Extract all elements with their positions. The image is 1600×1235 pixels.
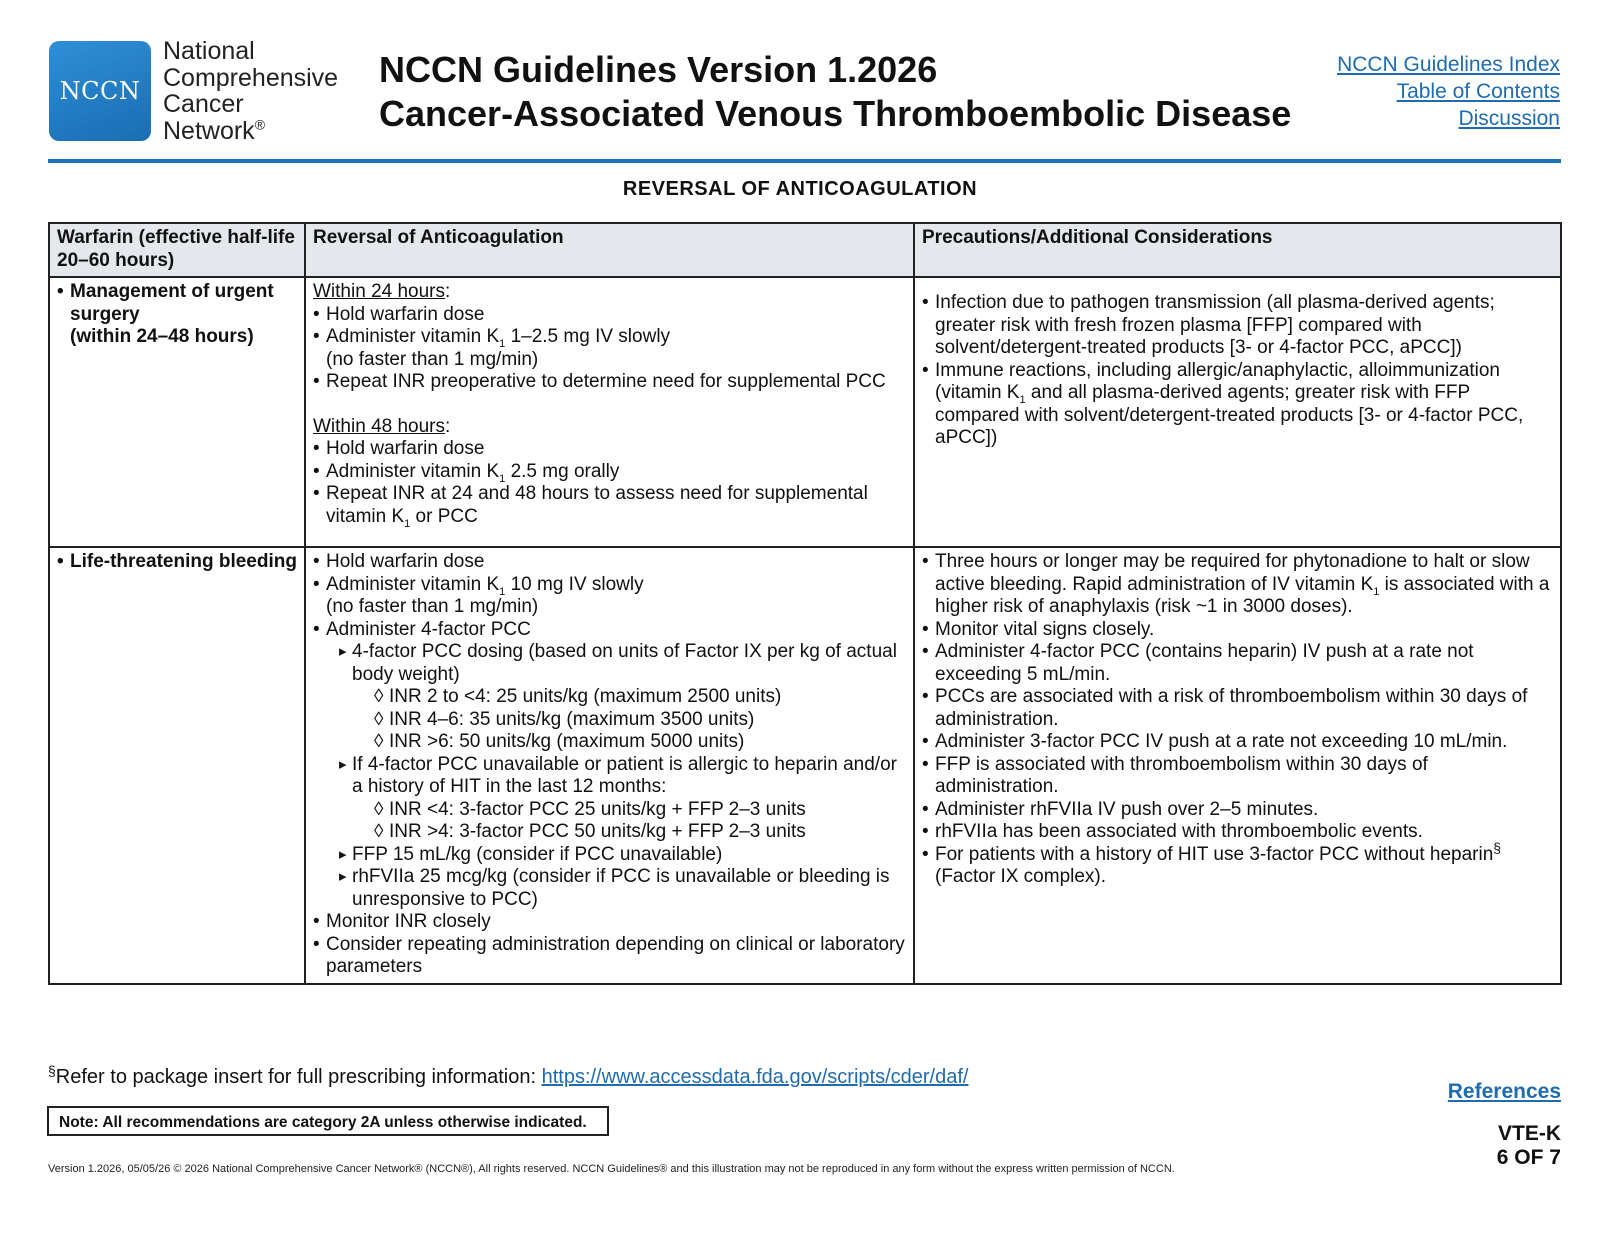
row-label-cell <box>49 277 305 547</box>
list-item: • Administer vitamin $K_1$ 2.5 mg orally <box>313 461 907 484</box>
list-item: • Repeat INR preoperative to determine need for supplemental PCC <box>313 371 907 394</box>
list-item: • Repeat INR at 24 and 48 hours to assess need for supplemental vitamin $K_1$ or PCC <box>313 483 907 528</box>
row-label: • Life-threatening bleeding <box>57 551 298 574</box>
column-header-precautions: Precautions/Additional Considerations <box>914 223 1561 277</box>
row-label: • Management of urgent surgery (within 24–48 hours) <box>57 281 298 349</box>
list-item: • Hold warfarin dose <box>313 551 907 574</box>
list-item: • Administer 3-factor PCC IV push at a rate not exceeding 10 mL/min. <box>922 731 1554 754</box>
org-name-line <box>163 118 338 145</box>
footnote-text: Refer to package insert for full prescribing information: <box>55 1066 542 1088</box>
list-item: • Administer 4-factor PCC ▸ 4-factor PCC dosing (based on units of Factor IX per kg of actual body weight) ◊ INR 2 to <4: 25 units/kg (maximum 2500 units) ◊ INR 4–6: 35 units/kg (maximum 3500 units) ◊ INR >6: 50 units/kg (maximum 5000 units) ▸ If 4-factor PCC unavailable or patient is allergic to heparin and/or a history of HIT in the last 12 months: ◊ INR <4: 3-factor PCC 25 units/kg + FFP 2–3 units ◊ INR >4: 3-factor PCC 50 units/kg + FFP 2–3 units ▸ FFP 15 mL/kg (consider if PCC unavailable) ▸ rhFVIIa 25 mcg/kg (consider if PCC is unavailable or bleeding is unresponsive to PCC) <box>313 619 907 912</box>
org-name-network: Network <box>163 116 255 145</box>
reversal-cell <box>305 277 914 547</box>
org-name-line: National <box>163 37 255 65</box>
copyright-text: Version 1.2026, 05/05/26 © 2026 National Comprehensive Cancer Network® (NCCN®), All rights reserved. NCCN Guidelines® and this illustration may not be reproduced in any form without the express written permission of NCCN. <box>48 1163 1175 1175</box>
table-of-contents-link[interactable]: Table of Contents <box>1396 80 1560 103</box>
registered-mark: ® <box>254 116 266 133</box>
page-number: 6 OF 7 <box>1496 1146 1561 1169</box>
precautions-cell <box>914 277 1561 547</box>
references-link[interactable]: References <box>1447 1080 1561 1103</box>
title-line-2: Cancer-Associated Venous Thromboembolic Disease <box>379 93 1292 134</box>
list-item: • PCCs are associated with a risk of thromboembolism within 30 days of administration. <box>922 686 1554 731</box>
page-code <box>1497 1122 1561 1170</box>
reversal-cell <box>305 547 914 984</box>
subheading-within-24: Within 24 hours: <box>313 281 451 302</box>
detail-item: ◊ INR <4: 3-factor PCC 25 units/kg + FFP 2–3 units <box>374 799 907 822</box>
header-divider <box>48 159 1561 163</box>
list-item: • Monitor INR closely <box>313 911 907 934</box>
list-item: • Consider repeating administration depending on clinical or laboratory parameters <box>313 934 907 979</box>
column-header-reversal: Reversal of Anticoagulation <box>305 223 914 277</box>
subheading-within-48: Within 48 hours: <box>313 415 451 437</box>
column-header-warfarin: Warfarin (effective half-life 20–60 hours) <box>49 223 305 277</box>
list-item: • Hold warfarin dose <box>313 304 907 327</box>
list-item: • rhFVIIa has been associated with thromboembolic events. <box>922 821 1554 844</box>
detail-item: ◊ INR >4: 3-factor PCC 50 units/kg + FFP 2–3 units <box>374 821 907 844</box>
list-item: • Administer vitamin $K_1$ 1–2.5 mg IV slowly (no faster than 1 mg/min) <box>313 326 907 371</box>
row-label-cell <box>49 547 305 984</box>
table-header-row <box>49 223 1561 277</box>
org-name-line: Comprehensive <box>163 63 339 92</box>
list-item: • Monitor vital signs closely. <box>922 619 1554 642</box>
list-item: • For patients with a history of HIT use 3-factor PCC without heparin§ (Factor IX complex). <box>922 844 1554 889</box>
table-row-life-threatening <box>49 547 1561 984</box>
page-id: VTE-K <box>1498 1122 1561 1145</box>
list-item: • Immune reactions, including allergic/anaphylactic, alloimmunization (vitamin $K_1$ and all plasma-derived agents; greater risk with FFP compared with solvent/detergent-treated products [3- or 4-factor PCC, aPCC]) <box>922 360 1554 450</box>
discussion-link[interactable]: Discussion <box>1458 107 1560 130</box>
sub-list-item: ▸ 4-factor PCC dosing (based on units of Factor IX per kg of actual body weight) ◊ INR 2 to <4: 25 units/kg (maximum 2500 units) ◊ INR 4–6: 35 units/kg (maximum 3500 units) ◊ INR >6: 50 units/kg (maximum 5000 units) <box>339 641 907 754</box>
reversal-table <box>48 222 1562 985</box>
org-name <box>163 38 338 144</box>
list-item: • Hold warfarin dose <box>313 438 907 461</box>
sub-list-item: ▸ rhFVIIa 25 mcg/kg (consider if PCC is unavailable or bleeding is unresponsive to PCC) <box>339 866 907 911</box>
category-note: Note: All recommendations are category 2A unless otherwise indicated. <box>47 1106 609 1136</box>
list-item: • FFP is associated with thromboembolism within 30 days of administration. <box>922 754 1554 799</box>
detail-item: ◊ INR 2 to <4: 25 units/kg (maximum 2500 units) <box>374 686 907 709</box>
logo-text: NCCN <box>59 77 141 105</box>
detail-item: ◊ INR >6: 50 units/kg (maximum 5000 units) <box>374 731 907 754</box>
top-nav-links <box>1337 51 1560 132</box>
title-line-1: NCCN Guidelines Version 1.2026 <box>379 49 938 90</box>
detail-item: ◊ INR 4–6: 35 units/kg (maximum 3500 units) <box>374 709 907 732</box>
table-row-urgent-surgery <box>49 277 1561 547</box>
list-item: • Administer vitamin $K_1$ 10 mg IV slowly (no faster than 1 mg/min) <box>313 574 907 619</box>
org-name-line: Cancer <box>163 90 244 118</box>
list-item: • Administer 4-factor PCC (contains heparin) IV push at a rate not exceeding 5 mL/min. <box>922 641 1554 686</box>
footnote-symbol: § <box>48 1062 56 1079</box>
list-item: • Three hours or longer may be required for phytonadione to halt or slow active bleeding. Rapid administration of IV vitamin $K_1$ is associated with a higher risk of anaphylaxis (risk ~1 in 3000 doses). <box>922 551 1554 619</box>
list-item: • Infection due to pathogen transmission (all plasma-derived agents; greater risk with fresh frozen plasma [FFP] compared with solvent/detergent-treated products [3- or 4-factor PCC, aPCC]) <box>922 292 1554 360</box>
list-item: • Administer rhFVIIa IV push over 2–5 minutes. <box>922 799 1554 822</box>
precautions-cell <box>914 547 1561 984</box>
sub-list-item: ▸ If 4-factor PCC unavailable or patient is allergic to heparin and/or a history of HIT in the last 12 months: ◊ INR <4: 3-factor PCC 25 units/kg + FFP 2–3 units ◊ INR >4: 3-factor PCC 50 units/kg + FFP 2–3 units <box>339 754 907 844</box>
footnote <box>48 1062 969 1089</box>
section-title: REVERSAL OF ANTICOAGULATION <box>622 178 978 200</box>
sub-list-item: ▸ FFP 15 mL/kg (consider if PCC unavailable) <box>339 844 907 867</box>
guidelines-index-link[interactable]: NCCN Guidelines Index <box>1337 53 1560 76</box>
fda-link[interactable]: https://www.accessdata.fda.gov/scripts/cder/daf/ <box>541 1066 969 1088</box>
nccn-logo <box>49 41 151 141</box>
page-title <box>379 48 1291 136</box>
